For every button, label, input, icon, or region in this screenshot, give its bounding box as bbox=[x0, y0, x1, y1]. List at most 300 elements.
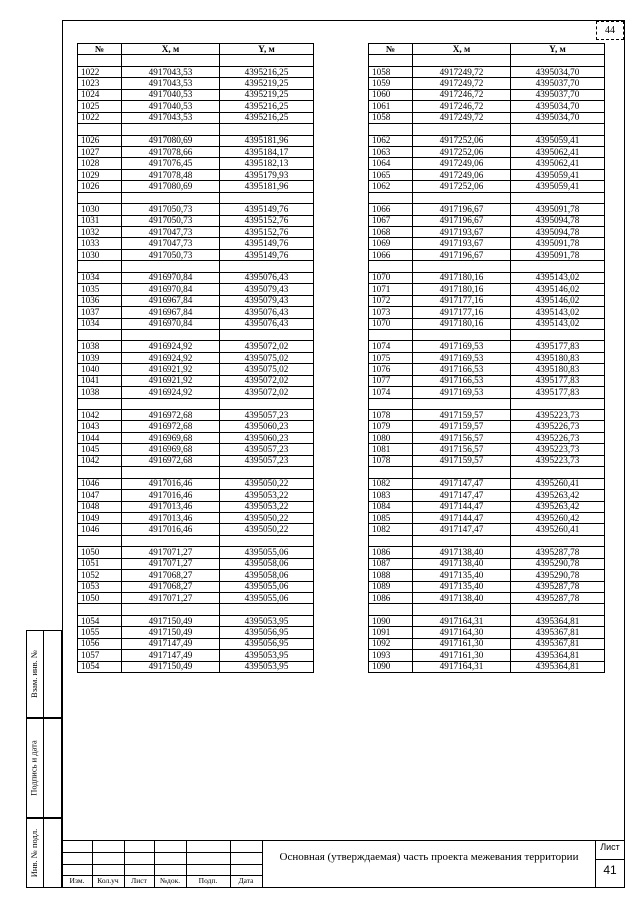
y-coordinate-cell: 4395055,06 bbox=[220, 593, 314, 604]
x-coordinate-cell: 4917135,40 bbox=[413, 570, 511, 581]
header-x: X, м bbox=[122, 44, 220, 55]
y-coordinate-cell: 4395226,73 bbox=[511, 432, 605, 443]
x-coordinate-cell: 4917138,40 bbox=[413, 547, 511, 558]
x-coordinate-cell: 4916969,68 bbox=[122, 444, 220, 455]
table-row bbox=[78, 158, 314, 169]
x-coordinate-cell: 4916969,68 bbox=[122, 432, 220, 443]
table-row bbox=[369, 169, 605, 180]
y-coordinate-cell: 4395364,81 bbox=[511, 650, 605, 661]
x-coordinate-cell: 4917013,46 bbox=[122, 512, 220, 523]
x-coordinate-cell: 4916924,92 bbox=[122, 341, 220, 352]
y-coordinate-cell: 4395181,96 bbox=[220, 135, 314, 146]
x-coordinate-cell bbox=[122, 55, 220, 66]
point-number-cell: 1055 bbox=[78, 627, 122, 638]
x-coordinate-cell: 4917249,72 bbox=[413, 78, 511, 89]
y-coordinate-cell bbox=[511, 535, 605, 546]
point-number-cell: 1026 bbox=[78, 135, 122, 146]
stamp-col-ndok: №док. bbox=[159, 876, 181, 885]
y-coordinate-cell: 4395053,22 bbox=[220, 501, 314, 512]
point-number-cell: 1073 bbox=[369, 307, 413, 318]
x-coordinate-cell: 4917249,06 bbox=[413, 158, 511, 169]
x-coordinate-cell: 4917076,45 bbox=[122, 158, 220, 169]
table-gap-row bbox=[369, 604, 605, 615]
point-number-cell bbox=[78, 124, 122, 135]
x-coordinate-cell: 4917252,06 bbox=[413, 181, 511, 192]
x-coordinate-cell: 4917196,67 bbox=[413, 215, 511, 226]
y-coordinate-cell: 4395094,78 bbox=[511, 215, 605, 226]
x-coordinate-cell: 4917177,16 bbox=[413, 295, 511, 306]
y-coordinate-cell: 4395177,83 bbox=[511, 387, 605, 398]
table-row bbox=[78, 249, 314, 260]
table-row bbox=[78, 478, 314, 489]
y-coordinate-cell: 4395177,83 bbox=[511, 375, 605, 386]
y-coordinate-cell: 4395364,81 bbox=[511, 661, 605, 672]
y-coordinate-cell: 4395152,76 bbox=[220, 215, 314, 226]
x-coordinate-cell: 4917252,06 bbox=[413, 146, 511, 157]
table-row bbox=[78, 215, 314, 226]
table-row bbox=[78, 227, 314, 238]
x-coordinate-cell: 4917013,46 bbox=[122, 501, 220, 512]
y-coordinate-cell: 4395037,70 bbox=[511, 89, 605, 100]
x-coordinate-cell: 4917071,27 bbox=[122, 558, 220, 569]
y-coordinate-cell bbox=[511, 398, 605, 409]
table-row bbox=[78, 661, 314, 672]
x-coordinate-cell: 4916967,84 bbox=[122, 307, 220, 318]
point-number-cell: 1032 bbox=[78, 227, 122, 238]
x-coordinate-cell: 4917040,53 bbox=[122, 101, 220, 112]
point-number-cell: 1092 bbox=[369, 638, 413, 649]
point-number-cell bbox=[369, 535, 413, 546]
point-number-cell: 1060 bbox=[369, 89, 413, 100]
point-number-cell: 1091 bbox=[369, 627, 413, 638]
side-stamp-inv-zam bbox=[26, 630, 62, 718]
table-gap-row bbox=[78, 467, 314, 478]
table-row bbox=[78, 284, 314, 295]
x-coordinate-cell: 4917050,73 bbox=[122, 215, 220, 226]
y-coordinate-cell: 4395180,83 bbox=[511, 364, 605, 375]
x-coordinate-cell bbox=[122, 329, 220, 340]
y-coordinate-cell: 4395079,43 bbox=[220, 284, 314, 295]
x-coordinate-cell: 4917156,57 bbox=[413, 432, 511, 443]
point-number-cell bbox=[78, 192, 122, 203]
y-coordinate-cell bbox=[220, 329, 314, 340]
y-coordinate-cell: 4395290,78 bbox=[511, 570, 605, 581]
table-row bbox=[369, 444, 605, 455]
point-number-cell: 1069 bbox=[369, 238, 413, 249]
title-block bbox=[62, 840, 625, 888]
point-number-cell: 1064 bbox=[369, 158, 413, 169]
point-number-cell: 1033 bbox=[78, 238, 122, 249]
table-row bbox=[369, 375, 605, 386]
table-gap-row bbox=[369, 192, 605, 203]
x-coordinate-cell: 4917138,40 bbox=[413, 593, 511, 604]
y-coordinate-cell bbox=[511, 329, 605, 340]
point-number-cell: 1025 bbox=[78, 101, 122, 112]
x-coordinate-cell: 4917080,69 bbox=[122, 181, 220, 192]
table-gap-row bbox=[369, 329, 605, 340]
x-coordinate-cell: 4917196,67 bbox=[413, 204, 511, 215]
point-number-cell: 1089 bbox=[369, 581, 413, 592]
y-coordinate-cell: 4395034,70 bbox=[511, 66, 605, 77]
stamp-col-data: Дата bbox=[238, 876, 254, 885]
point-number-cell: 1090 bbox=[369, 615, 413, 626]
y-coordinate-cell: 4395260,41 bbox=[511, 478, 605, 489]
side-label-inv-podl: Инв. № подл. bbox=[29, 828, 39, 878]
x-coordinate-cell: 4917016,46 bbox=[122, 490, 220, 501]
point-number-cell: 1054 bbox=[78, 615, 122, 626]
x-coordinate-cell bbox=[122, 604, 220, 615]
table-row bbox=[78, 627, 314, 638]
table-row bbox=[369, 638, 605, 649]
point-number-cell: 1066 bbox=[369, 249, 413, 260]
table-row bbox=[78, 364, 314, 375]
x-coordinate-cell bbox=[413, 535, 511, 546]
point-number-cell: 1074 bbox=[369, 341, 413, 352]
x-coordinate-cell: 4917016,46 bbox=[122, 524, 220, 535]
stamp-col-koluch: Кол.уч bbox=[97, 876, 119, 885]
coordinates-table-right bbox=[368, 43, 605, 673]
y-coordinate-cell: 4395216,25 bbox=[220, 112, 314, 123]
y-coordinate-cell: 4395076,43 bbox=[220, 307, 314, 318]
y-coordinate-cell: 4395056,95 bbox=[220, 627, 314, 638]
table-row bbox=[369, 352, 605, 363]
y-coordinate-cell: 4395287,78 bbox=[511, 593, 605, 604]
point-number-cell: 1034 bbox=[78, 272, 122, 283]
stamp-col-podp: Подп. bbox=[198, 876, 218, 885]
table-row bbox=[78, 146, 314, 157]
y-coordinate-cell bbox=[511, 192, 605, 203]
table-row bbox=[78, 421, 314, 432]
point-number-cell: 1035 bbox=[78, 284, 122, 295]
x-coordinate-cell bbox=[122, 398, 220, 409]
y-coordinate-cell: 4395287,78 bbox=[511, 547, 605, 558]
x-coordinate-cell: 4917180,16 bbox=[413, 284, 511, 295]
y-coordinate-cell: 4395226,73 bbox=[511, 421, 605, 432]
point-number-cell: 1086 bbox=[369, 547, 413, 558]
point-number-cell: 1082 bbox=[369, 478, 413, 489]
table-row bbox=[369, 547, 605, 558]
point-number-cell: 1068 bbox=[369, 227, 413, 238]
y-coordinate-cell: 4395034,70 bbox=[511, 112, 605, 123]
y-coordinate-cell: 4395290,78 bbox=[511, 558, 605, 569]
x-coordinate-cell bbox=[413, 329, 511, 340]
point-number-cell: 1079 bbox=[369, 421, 413, 432]
point-number-cell: 1022 bbox=[78, 112, 122, 123]
y-coordinate-cell: 4395057,23 bbox=[220, 410, 314, 421]
point-number-cell: 1042 bbox=[78, 455, 122, 466]
table-row bbox=[78, 581, 314, 592]
x-coordinate-cell: 4916972,68 bbox=[122, 455, 220, 466]
table-row bbox=[78, 375, 314, 386]
point-number-cell bbox=[78, 329, 122, 340]
table-row bbox=[369, 341, 605, 352]
y-coordinate-cell bbox=[511, 467, 605, 478]
table-row bbox=[78, 455, 314, 466]
y-coordinate-cell: 4395050,22 bbox=[220, 512, 314, 523]
side-label-podpis: Подпись и дата bbox=[29, 740, 40, 796]
y-coordinate-cell bbox=[511, 604, 605, 615]
y-coordinate-cell: 4395091,78 bbox=[511, 204, 605, 215]
table-row bbox=[369, 593, 605, 604]
y-coordinate-cell: 4395091,78 bbox=[511, 249, 605, 260]
point-number-cell bbox=[78, 398, 122, 409]
y-coordinate-cell bbox=[220, 398, 314, 409]
y-coordinate-cell: 4395146,02 bbox=[511, 295, 605, 306]
table-row bbox=[369, 307, 605, 318]
y-coordinate-cell: 4395177,83 bbox=[511, 341, 605, 352]
point-number-cell: 1062 bbox=[369, 135, 413, 146]
point-number-cell: 1040 bbox=[78, 364, 122, 375]
table-gap-row bbox=[78, 192, 314, 203]
point-number-cell: 1046 bbox=[78, 524, 122, 535]
table-row bbox=[369, 295, 605, 306]
point-number-cell: 1038 bbox=[78, 341, 122, 352]
point-number-cell: 1085 bbox=[369, 512, 413, 523]
table-gap-row bbox=[78, 124, 314, 135]
table-row bbox=[369, 112, 605, 123]
point-number-cell: 1063 bbox=[369, 146, 413, 157]
x-coordinate-cell: 4917040,53 bbox=[122, 89, 220, 100]
x-coordinate-cell: 4917164,30 bbox=[413, 627, 511, 638]
point-number-cell: 1027 bbox=[78, 146, 122, 157]
point-number-cell bbox=[78, 261, 122, 272]
table-gap-row bbox=[78, 535, 314, 546]
y-coordinate-cell: 4395050,22 bbox=[220, 524, 314, 535]
point-number-cell: 1022 bbox=[78, 66, 122, 77]
x-coordinate-cell bbox=[413, 55, 511, 66]
x-coordinate-cell: 4917043,53 bbox=[122, 66, 220, 77]
table-header-row bbox=[78, 44, 314, 55]
y-coordinate-cell: 4395059,41 bbox=[511, 181, 605, 192]
x-coordinate-cell: 4917246,72 bbox=[413, 101, 511, 112]
point-number-cell bbox=[369, 467, 413, 478]
y-coordinate-cell: 4395062,41 bbox=[511, 158, 605, 169]
table-row bbox=[78, 89, 314, 100]
table-row bbox=[78, 432, 314, 443]
point-number-cell: 1058 bbox=[369, 112, 413, 123]
x-coordinate-cell: 4917050,73 bbox=[122, 204, 220, 215]
stamp-col-list: Лист bbox=[131, 876, 147, 885]
point-number-cell: 1043 bbox=[78, 421, 122, 432]
point-number-cell: 1042 bbox=[78, 410, 122, 421]
point-number-cell: 1051 bbox=[78, 558, 122, 569]
point-number-cell bbox=[78, 55, 122, 66]
x-coordinate-cell: 4916924,92 bbox=[122, 387, 220, 398]
table-row bbox=[78, 410, 314, 421]
point-number-cell: 1059 bbox=[369, 78, 413, 89]
point-number-cell bbox=[369, 604, 413, 615]
y-coordinate-cell bbox=[220, 535, 314, 546]
point-number-cell: 1044 bbox=[78, 432, 122, 443]
y-coordinate-cell: 4395055,06 bbox=[220, 547, 314, 558]
x-coordinate-cell: 4917249,72 bbox=[413, 66, 511, 77]
point-number-cell: 1041 bbox=[78, 375, 122, 386]
y-coordinate-cell: 4395219,25 bbox=[220, 78, 314, 89]
point-number-cell bbox=[369, 124, 413, 135]
table-row bbox=[369, 215, 605, 226]
table-row bbox=[78, 352, 314, 363]
y-coordinate-cell: 4395219,25 bbox=[220, 89, 314, 100]
point-number-cell: 1047 bbox=[78, 490, 122, 501]
point-number-cell: 1070 bbox=[369, 272, 413, 283]
y-coordinate-cell: 4395058,06 bbox=[220, 570, 314, 581]
y-coordinate-cell: 4395053,22 bbox=[220, 490, 314, 501]
point-number-cell: 1061 bbox=[369, 101, 413, 112]
y-coordinate-cell: 4395146,02 bbox=[511, 284, 605, 295]
y-coordinate-cell: 4395072,02 bbox=[220, 375, 314, 386]
x-coordinate-cell: 4916970,84 bbox=[122, 318, 220, 329]
y-coordinate-cell: 4395053,95 bbox=[220, 650, 314, 661]
point-number-cell: 1030 bbox=[78, 249, 122, 260]
point-number-cell bbox=[369, 261, 413, 272]
point-number-cell: 1024 bbox=[78, 89, 122, 100]
y-coordinate-cell: 4395091,78 bbox=[511, 238, 605, 249]
y-coordinate-cell: 4395149,76 bbox=[220, 249, 314, 260]
x-coordinate-cell: 4917147,47 bbox=[413, 490, 511, 501]
x-coordinate-cell: 4917161,30 bbox=[413, 638, 511, 649]
table-row bbox=[78, 638, 314, 649]
y-coordinate-cell: 4395260,42 bbox=[511, 512, 605, 523]
x-coordinate-cell: 4917169,53 bbox=[413, 387, 511, 398]
x-coordinate-cell bbox=[413, 604, 511, 615]
x-coordinate-cell bbox=[122, 261, 220, 272]
point-number-cell: 1034 bbox=[78, 318, 122, 329]
table-row bbox=[369, 181, 605, 192]
table-row bbox=[78, 558, 314, 569]
point-number-cell: 1056 bbox=[78, 638, 122, 649]
x-coordinate-cell: 4917150,49 bbox=[122, 661, 220, 672]
y-coordinate-cell: 4395053,95 bbox=[220, 615, 314, 626]
y-coordinate-cell: 4395072,02 bbox=[220, 341, 314, 352]
y-coordinate-cell: 4395062,41 bbox=[511, 146, 605, 157]
table-row bbox=[369, 421, 605, 432]
y-coordinate-cell: 4395057,23 bbox=[220, 455, 314, 466]
y-coordinate-cell: 4395037,70 bbox=[511, 78, 605, 89]
y-coordinate-cell: 4395055,06 bbox=[220, 581, 314, 592]
y-coordinate-cell: 4395367,81 bbox=[511, 638, 605, 649]
point-number-cell: 1075 bbox=[369, 352, 413, 363]
point-number-cell: 1084 bbox=[369, 501, 413, 512]
y-coordinate-cell bbox=[511, 261, 605, 272]
y-coordinate-cell: 4395059,41 bbox=[511, 135, 605, 146]
table-row bbox=[369, 570, 605, 581]
x-coordinate-cell: 4917180,16 bbox=[413, 272, 511, 283]
sheet-number: 41 bbox=[603, 863, 617, 877]
x-coordinate-cell bbox=[122, 124, 220, 135]
table-row bbox=[369, 101, 605, 112]
table-row bbox=[369, 78, 605, 89]
point-number-cell: 1081 bbox=[369, 444, 413, 455]
x-coordinate-cell: 4917071,27 bbox=[122, 593, 220, 604]
table-row bbox=[78, 204, 314, 215]
table-row bbox=[369, 318, 605, 329]
x-coordinate-cell: 4917071,27 bbox=[122, 547, 220, 558]
point-number-cell: 1050 bbox=[78, 547, 122, 558]
table-row bbox=[78, 101, 314, 112]
table-row bbox=[78, 112, 314, 123]
x-coordinate-cell: 4917180,16 bbox=[413, 318, 511, 329]
table-row bbox=[78, 181, 314, 192]
table-row bbox=[369, 66, 605, 77]
y-coordinate-cell: 4395060,23 bbox=[220, 421, 314, 432]
x-coordinate-cell: 4917078,48 bbox=[122, 169, 220, 180]
table-gap-row bbox=[369, 398, 605, 409]
table-gap-row bbox=[78, 55, 314, 66]
x-coordinate-cell: 4917159,57 bbox=[413, 410, 511, 421]
point-number-cell: 1029 bbox=[78, 169, 122, 180]
point-number-cell bbox=[369, 329, 413, 340]
point-number-cell: 1039 bbox=[78, 352, 122, 363]
x-coordinate-cell: 4917147,49 bbox=[122, 650, 220, 661]
table-row bbox=[369, 650, 605, 661]
y-coordinate-cell bbox=[220, 467, 314, 478]
y-coordinate-cell: 4395079,43 bbox=[220, 295, 314, 306]
table-row bbox=[78, 318, 314, 329]
x-coordinate-cell: 4916924,92 bbox=[122, 352, 220, 363]
x-coordinate-cell: 4917138,40 bbox=[413, 558, 511, 569]
table-row bbox=[78, 387, 314, 398]
point-number-cell: 1071 bbox=[369, 284, 413, 295]
point-number-cell: 1053 bbox=[78, 581, 122, 592]
table-row bbox=[78, 593, 314, 604]
table-row bbox=[78, 547, 314, 558]
y-coordinate-cell: 4395152,76 bbox=[220, 227, 314, 238]
x-coordinate-cell: 4917169,53 bbox=[413, 352, 511, 363]
y-coordinate-cell: 4395149,76 bbox=[220, 204, 314, 215]
point-number-cell: 1067 bbox=[369, 215, 413, 226]
table-row bbox=[369, 364, 605, 375]
table-row bbox=[369, 227, 605, 238]
y-coordinate-cell: 4395223,73 bbox=[511, 410, 605, 421]
table-row bbox=[78, 512, 314, 523]
y-coordinate-cell: 4395149,76 bbox=[220, 238, 314, 249]
page-number: 44 bbox=[596, 21, 624, 40]
table-row bbox=[369, 490, 605, 501]
y-coordinate-cell bbox=[220, 261, 314, 272]
x-coordinate-cell: 4917166,53 bbox=[413, 375, 511, 386]
x-coordinate-cell: 4917150,49 bbox=[122, 615, 220, 626]
table-row bbox=[78, 169, 314, 180]
table-row bbox=[78, 295, 314, 306]
x-coordinate-cell: 4917246,72 bbox=[413, 89, 511, 100]
y-coordinate-cell bbox=[511, 55, 605, 66]
y-coordinate-cell: 4395216,25 bbox=[220, 66, 314, 77]
y-coordinate-cell: 4395076,43 bbox=[220, 318, 314, 329]
x-coordinate-cell: 4917252,06 bbox=[413, 135, 511, 146]
point-number-cell: 1074 bbox=[369, 387, 413, 398]
point-number-cell: 1093 bbox=[369, 650, 413, 661]
table-row bbox=[78, 272, 314, 283]
y-coordinate-cell: 4395143,02 bbox=[511, 307, 605, 318]
x-coordinate-cell bbox=[413, 192, 511, 203]
table-row bbox=[369, 432, 605, 443]
table-row bbox=[78, 238, 314, 249]
header-y: Y, м bbox=[220, 44, 314, 55]
table-row bbox=[369, 158, 605, 169]
x-coordinate-cell: 4917050,73 bbox=[122, 249, 220, 260]
y-coordinate-cell: 4395060,23 bbox=[220, 432, 314, 443]
y-coordinate-cell bbox=[220, 55, 314, 66]
x-coordinate-cell bbox=[122, 467, 220, 478]
point-number-cell: 1070 bbox=[369, 318, 413, 329]
point-number-cell: 1090 bbox=[369, 661, 413, 672]
y-coordinate-cell: 4395180,83 bbox=[511, 352, 605, 363]
y-coordinate-cell: 4395223,73 bbox=[511, 444, 605, 455]
point-number-cell: 1030 bbox=[78, 204, 122, 215]
x-coordinate-cell: 4917193,67 bbox=[413, 238, 511, 249]
point-number-cell bbox=[369, 398, 413, 409]
point-number-cell: 1083 bbox=[369, 490, 413, 501]
